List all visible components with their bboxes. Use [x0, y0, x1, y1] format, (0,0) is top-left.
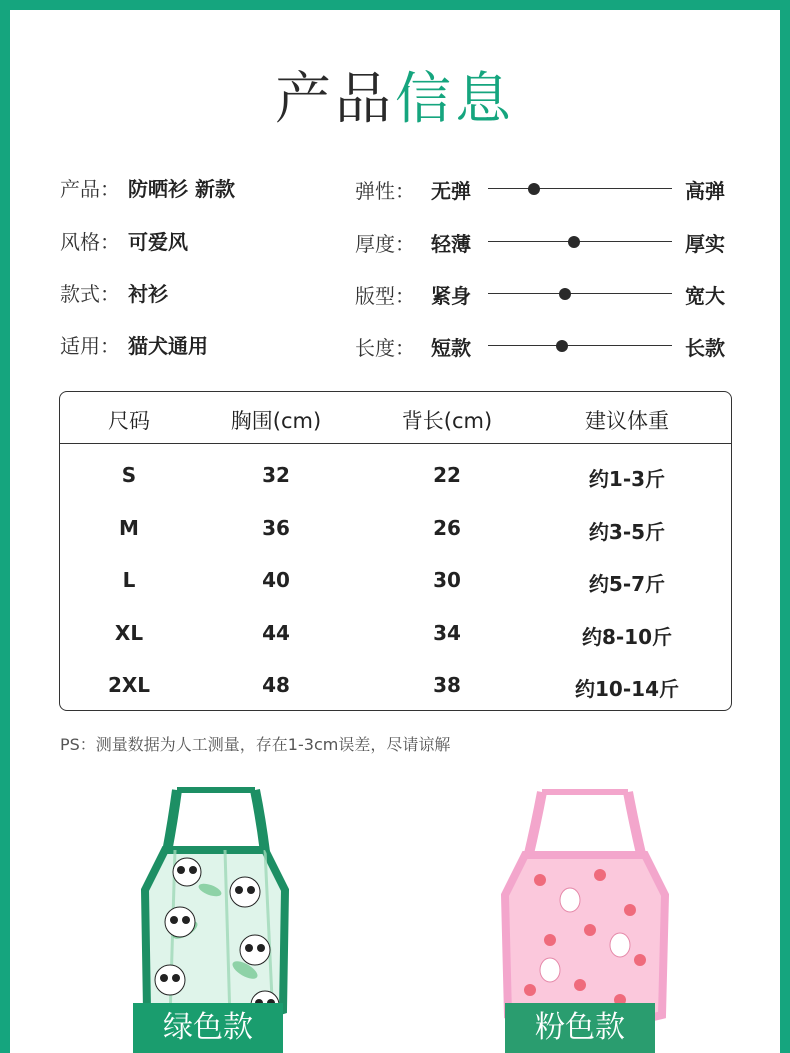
scale-track — [488, 345, 672, 346]
page-title — [10, 62, 780, 138]
spec-product — [60, 172, 235, 202]
scale-high: 长款 — [685, 336, 725, 360]
scale-fit — [355, 277, 735, 307]
cell-weight: 约3-5斤 — [588, 520, 666, 544]
spec-style — [60, 225, 188, 255]
spec-key: 款式： — [60, 281, 120, 306]
spec-type — [60, 277, 168, 307]
measurement-note: PS：测量数据为人工测量，存在1-3cm误差，尽请谅解 — [60, 735, 451, 754]
spec-key: 产品： — [60, 176, 120, 201]
scale-low: 紧身 — [431, 284, 471, 308]
cell-back-length: 34 — [433, 621, 461, 645]
cell-chest: 44 — [262, 621, 290, 645]
cell-weight: 约8-10斤 — [581, 625, 673, 649]
size-table — [59, 391, 732, 711]
scale-high: 高弹 — [685, 179, 725, 203]
cell-size: L — [122, 568, 136, 592]
cell-size: M — [119, 516, 139, 540]
scale-elasticity — [355, 172, 735, 202]
spec-value: 防晒衫 新款 — [128, 176, 235, 201]
scale-thickness — [355, 225, 735, 255]
spec-key: 风格： — [60, 229, 120, 254]
scale-marker — [528, 183, 540, 195]
scale-marker — [568, 236, 580, 248]
cell-back-length: 30 — [433, 568, 461, 592]
cell-chest: 40 — [262, 568, 290, 592]
scale-marker — [559, 288, 571, 300]
scale-high: 厚实 — [685, 232, 725, 256]
pink-variant-label: 粉色款 — [505, 1003, 655, 1053]
scale-marker — [556, 340, 568, 352]
header-chest: 胸围(cm) — [230, 409, 322, 433]
scale-key: 弹性： — [355, 179, 415, 203]
scale-key: 厚度： — [355, 232, 415, 256]
cell-size: XL — [114, 621, 144, 645]
table-row — [60, 449, 731, 501]
scale-length — [355, 329, 735, 359]
cell-back-length: 26 — [433, 516, 461, 540]
scale-low: 轻薄 — [431, 232, 471, 256]
cell-weight: 约5-7斤 — [588, 572, 666, 596]
product-info-page — [10, 10, 780, 1053]
scale-low: 短款 — [431, 336, 471, 360]
cell-size: S — [121, 463, 137, 487]
table-row — [60, 502, 731, 554]
scale-track — [488, 293, 672, 294]
table-row — [60, 659, 731, 711]
scale-low: 无弹 — [431, 179, 471, 203]
spec-value: 猫犬通用 — [128, 333, 208, 358]
spec-value: 衬衫 — [128, 281, 168, 306]
cell-weight: 约1-3斤 — [588, 467, 666, 491]
cell-weight: 约10-14斤 — [575, 677, 679, 701]
spec-key: 适用： — [60, 333, 120, 358]
title-part1: 产品 — [275, 67, 395, 132]
scale-key: 长度： — [355, 336, 415, 360]
cell-chest: 32 — [262, 463, 290, 487]
cell-chest: 48 — [262, 673, 290, 697]
spec-value: 可爱风 — [128, 229, 188, 254]
header-size: 尺码 — [108, 409, 150, 433]
cell-chest: 36 — [262, 516, 290, 540]
cell-size: 2XL — [107, 673, 151, 697]
table-row — [60, 554, 731, 606]
spec-suitable — [60, 329, 208, 359]
scale-track — [488, 188, 672, 189]
header-back-length: 背长(cm) — [401, 409, 493, 433]
scale-high: 宽大 — [685, 284, 725, 308]
header-weight: 建议体重 — [585, 409, 669, 433]
table-row — [60, 607, 731, 659]
scale-key: 版型： — [355, 284, 415, 308]
table-header — [60, 392, 731, 444]
cell-back-length: 22 — [433, 463, 461, 487]
cell-back-length: 38 — [433, 673, 461, 697]
green-variant-label: 绿色款 — [133, 1003, 283, 1053]
title-part2: 信息 — [395, 67, 515, 132]
